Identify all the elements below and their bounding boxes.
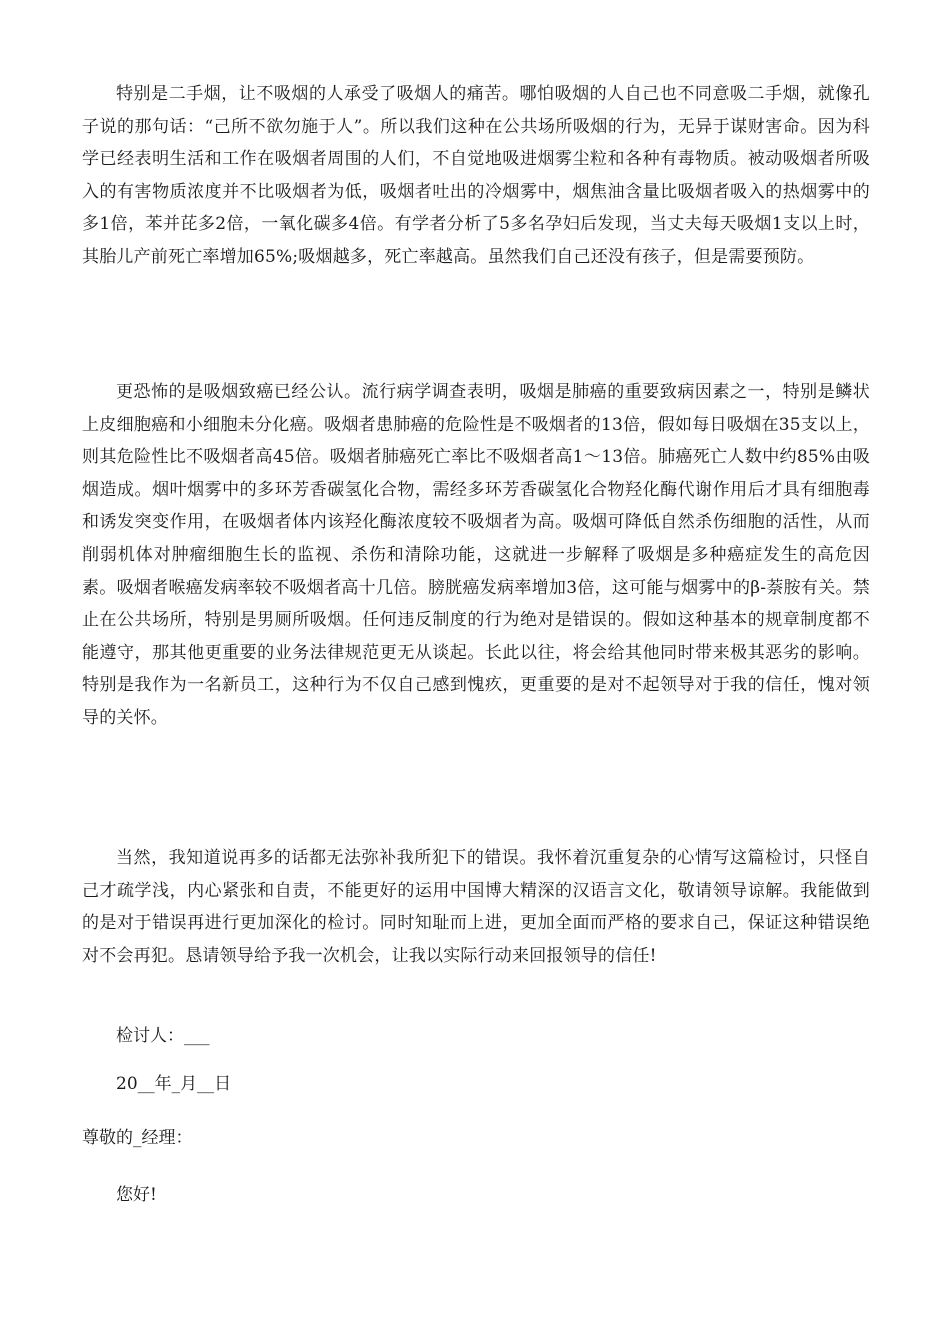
- salutation-line: 尊敬的_经理：: [82, 1128, 193, 1148]
- paragraph-smoking-cancer: 更恐怖的是吸烟致癌已经公认。流行病学调查表明，吸烟是肺癌的重要致病因素之一，特别是鳞状上皮细胞癌和小细胞未分化癌。吸烟者患肺癌的危险性是不吸烟者的13倍，假如每日吸烟在35支以上，则其危险性比不吸烟者高45倍。吸烟者肺癌死亡率比不吸烟者高1～13倍。肺癌死亡人数中约85%由吸烟造成。烟叶烟雾中的多环芳香碳氢化合物，需经多环芳香碳氢化合物羟化酶代谢作用后才具有细胞毒和诱发突变作用，在吸烟者体内该羟化酶浓度较不吸烟者为高。吸烟可降低自然杀伤细胞的活性，从而削弱机体对肿瘤细胞生长的监视、杀伤和清除功能，这就进一步解释了吸烟是多种癌症发生的高危因素。吸烟者喉癌发病率较不吸烟者高十几倍。膀胱癌发病率增加3倍，这可能与烟雾中的β-萘胺有关。禁止在公共场所，特别是男厕所吸烟。任何违反制度的行为绝对是错误的。假如这种基本的规章制度都不能遵守，那其他更重要的业务法律规范更无从谈起。长此以往，将会给其他同时带来极其恶劣的影响。特别是我作为一名新员工，这种行为不仅自己感到愧疚，更重要的是对不起领导对于我的信任，愧对领导的关怀。: [82, 382, 870, 728]
- signer-line: 检讨人：___: [116, 1026, 210, 1046]
- paragraph-apology: 当然，我知道说再多的话都无法弥补我所犯下的错误。我怀着沉重复杂的心情写这篇检讨，只怪自己才疏学浅，内心紧张和自责，不能更好的运用中国博大精深的汉语言文化，敬请领导谅解。我能做到的是对于错误再进行更加深化的检讨。同时知耻而上进，更加全面而严格的要求自己，保证这种错误绝对不会再犯。恳请领导给予我一次机会，让我以实际行动来回报领导的信任!: [82, 848, 870, 966]
- paragraph-secondhand-smoke: 特别是二手烟，让不吸烟的人承受了吸烟人的痛苦。哪怕吸烟的人自己也不同意吸二手烟，就像孔子说的那句话：“己所不欲勿施于人”。所以我们这种在公共场所吸烟的行为，无异于谋财害命。因为科学已经表明生活和工作在吸烟者周围的人们，不自觉地吸进烟雾尘粒和各种有毒物质。被动吸烟者所吸入的有害物质浓度并不比吸烟者为低，吸烟者吐出的冷烟雾中，烟焦油含量比吸烟者吸入的热烟雾中的多1倍，苯并芘多2倍，一氧化碳多4倍。有学者分析了5多名孕妇后发现，当丈夫每天吸烟1支以上时，其胎儿产前死亡率增加65%;吸烟越多，死亡率越高。虽然我们自己还没有孩子，但是需要预防。: [82, 84, 870, 267]
- date-line: 20__年_月__日: [116, 1074, 232, 1094]
- greeting-line: 您好!: [116, 1185, 157, 1205]
